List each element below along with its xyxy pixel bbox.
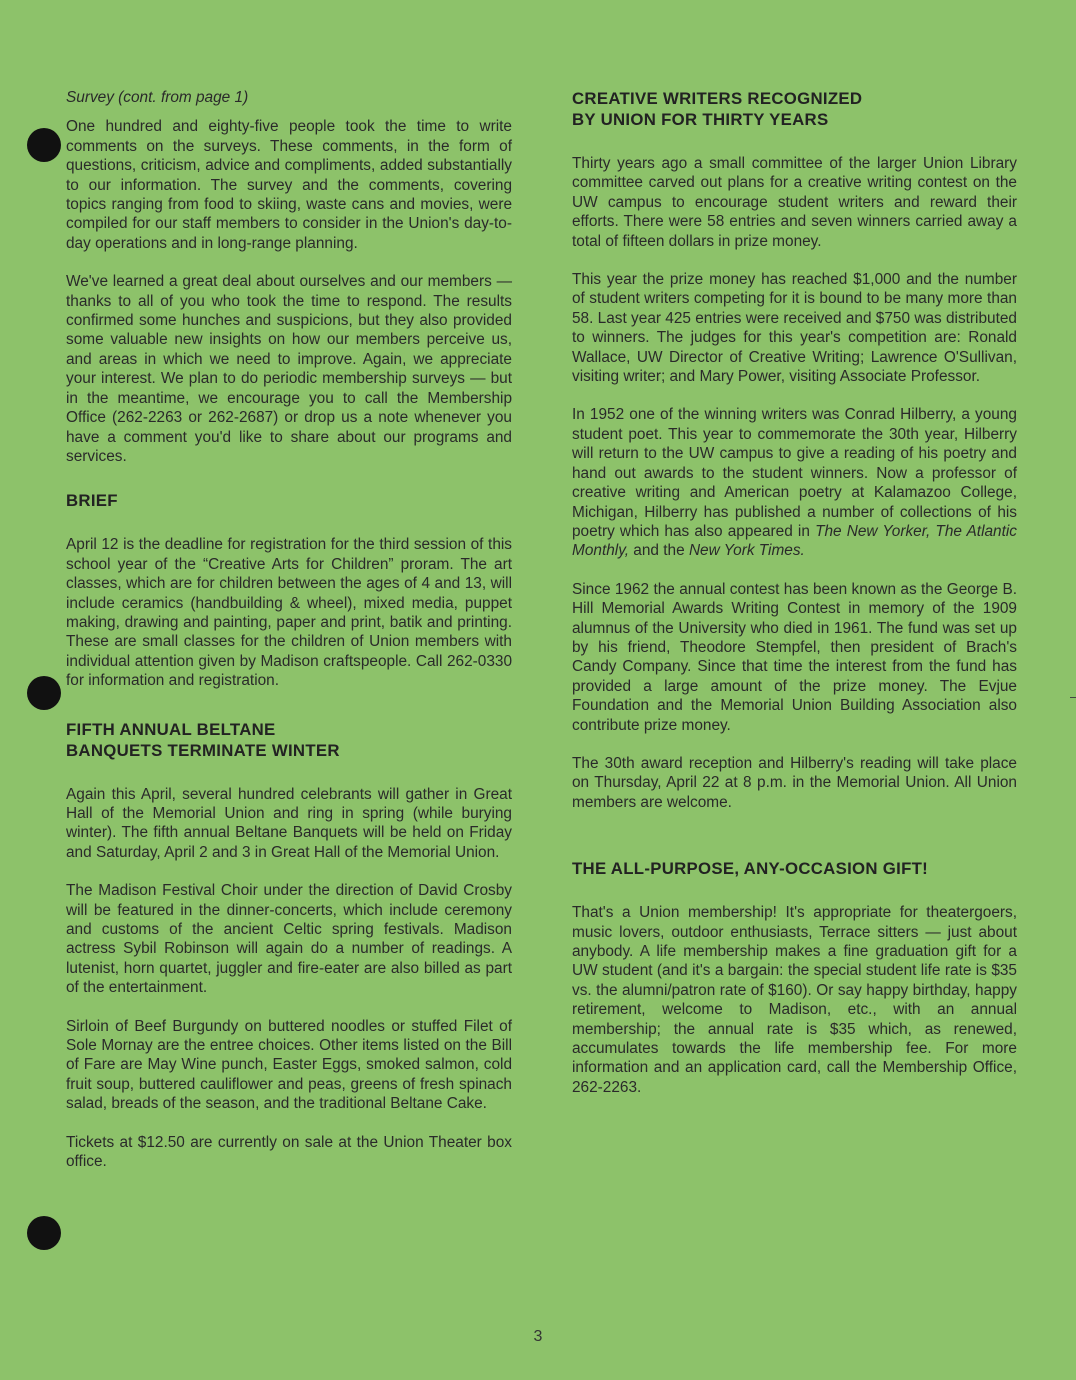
edge-mark — [1070, 697, 1076, 698]
writers-paragraph-4: Since 1962 the annual contest has been known as the George B. Hill Memorial Awards Writing Contest in memory of the 1909 alumnus of the University who died in 1961. The fund was set up by his friend, Theodore Stempfel, then president of Brach's Candy Company. Since that time the interest from the fund has provided a large amount of the prize money. The Evjue Foundation and the Memorial Union Building Association also contribute prize money. — [572, 580, 1017, 734]
right-column — [572, 88, 1017, 1097]
gift-paragraph: That's a Union membership! It's appropriate for theatergoers, music lovers, outdoor enthusiasts, Terrace sitters — just about anybody. A life membership makes a fine graduation gift for a UW student (and it's a bargain: the special student life rate is $35 vs. the alumni/patron rate of $160). Or say happy birthday, happy retirement, welcome to Madison, etc., with an annual membership; the annual rate is $35 which, as renewed, accumulates towards the life membership fee. For more information and an application card, call the Membership Office, 262-2263. — [572, 904, 1017, 1096]
brief-heading: BRIEF — [66, 491, 118, 511]
beltane-paragraph-2: The Madison Festival Choir under the direction of David Crosby will be featured in the dinner-concerts, which include ceremony and customs of the ancient Celtic spring festivals. Madison actress Sybil Robinson will again do a number of readings. A lutenist, horn quartet, juggler and fire-eater are also billed as part of the entertainment. — [66, 882, 512, 997]
binder-hole-top — [27, 128, 61, 162]
binder-hole-bottom — [27, 1216, 61, 1250]
writers-heading-line-2: BY UNION FOR THIRTY YEARS — [572, 110, 829, 129]
page-number: 3 — [533, 1328, 543, 1345]
writers-heading-line-1: CREATIVE WRITERS RECOGNIZED — [572, 89, 863, 108]
gift-heading: THE ALL-PURPOSE, ANY-OCCASION GIFT! — [572, 859, 929, 879]
survey-continued-label: Survey (cont. from page 1) — [66, 89, 249, 106]
beltane-paragraph-4: Tickets at $12.50 are currently on sale at the Union Theater box office. — [66, 1133, 512, 1171]
beltane-heading-line-2: BANQUETS TERMINATE WINTER — [66, 740, 340, 760]
left-column — [66, 88, 512, 1171]
publication-name-nyt: New York Times. — [688, 542, 805, 560]
writers-paragraph-3-text-a: In 1952 one of the winning writers was Conrad Hilberry, a young student poet. This year to commemorate the 30th year, Hilberry will return to the UW campus to give a reading of his poetry and hand out awards to the student winners. Now a professor of creative writing and American poetry at Kalamazoo College, Michigan, Hilberry has published a number of collections of his poetry which has also appeared in — [572, 406, 1017, 540]
beltane-paragraph-3: Sirloin of Beef Burgundy on buttered noodles or stuffed Filet of Sole Mornay are the entree choices. Other items listed on the Bill of Fare are May Wine punch, Easter Eggs, smoked salmon, cold fruit soup, buttered cauliflower and peas, greens of fresh spinach salad, breads of the season, and the traditional Beltane Cake. — [66, 1017, 512, 1113]
writers-paragraph-2: This year the prize money has reached $1,000 and the number of student writers competing for it is bound to be many more than 58. Last year 425 entries were received and $750 was distributed to winners. The judges for this year's competition are: Ronald Wallace, UW Director of Creative Writing; Lawrence O'Sullivan, visiting writer; and Mary Power, visiting Associate Professor. — [572, 271, 1017, 386]
writers-paragraph-3-text-b: and the — [629, 542, 689, 560]
beltane-heading — [66, 719, 512, 761]
beltane-paragraph-1: Again this April, several hundred celebrants will gather in Great Hall of the Memorial Union and ring in spring (while burying winter). The fifth annual Beltane Banquets will be held on Friday and Saturday, April 2 and 3 in Great Hall of the Memorial Union. — [66, 785, 512, 861]
writers-paragraph-5: The 30th award reception and Hilberry's reading will take place on Thursday, April 22 at 8 p.m. in the Memorial Union. All Union members are welcome. — [572, 754, 1017, 811]
brief-paragraph: April 12 is the deadline for registration for the third session of this school year of the “Creative Arts for Children” proram. The art classes, which are for children between the ages of 4 and 13, will include ceramics (handbuilding & wheel), mixed media, puppet making, drawing and painting, paper and print, batik and printing. These are small classes for the children of Union members with individual attention given by Madison craftspeople. Call 262-0330 for information and registration. — [66, 536, 512, 690]
survey-paragraph-2: We've learned a great deal about ourselves and our members — thanks to all of you who took the time to respond. The results confirmed some hunches and suspicions, but they also provided some valuable new insights on how our members perceive us, and areas in which we need to improve. Again, we appreciate your interest. We plan to do periodic membership surveys — but in the meantime, we encourage you to call the Membership Office (262-2263 or 262-2687) or drop us a note whenever you have a comment you'd like to share about our programs and services. — [66, 273, 512, 465]
binder-hole-middle — [27, 676, 61, 710]
writers-paragraph-1: Thirty years ago a small committee of the larger Union Library committee carved out plans for a creative writing contest on the UW campus to encourage student writers and reward their efforts. There were 58 entries and seven winners carried away a total of fifteen dollars in prize money. — [572, 155, 1017, 250]
writers-paragraph-3 — [572, 405, 1017, 560]
writers-heading — [572, 88, 1017, 130]
publication-names: The New Yorker, The Atlantic Monthly, — [572, 522, 1017, 560]
beltane-heading-line-1: FIFTH ANNUAL BELTANE — [66, 719, 276, 739]
survey-paragraph-1: One hundred and eighty-five people took the time to write comments on the surveys. These comments, in the form of questions, criticism, advice and compliments, added substantially to our information. The survey and the comments, covering topics ranging from food to skiing, waste cans and movies, were compiled for our staff members to consider in the Union's day-to-day operations and in long-range planning. — [66, 118, 512, 252]
